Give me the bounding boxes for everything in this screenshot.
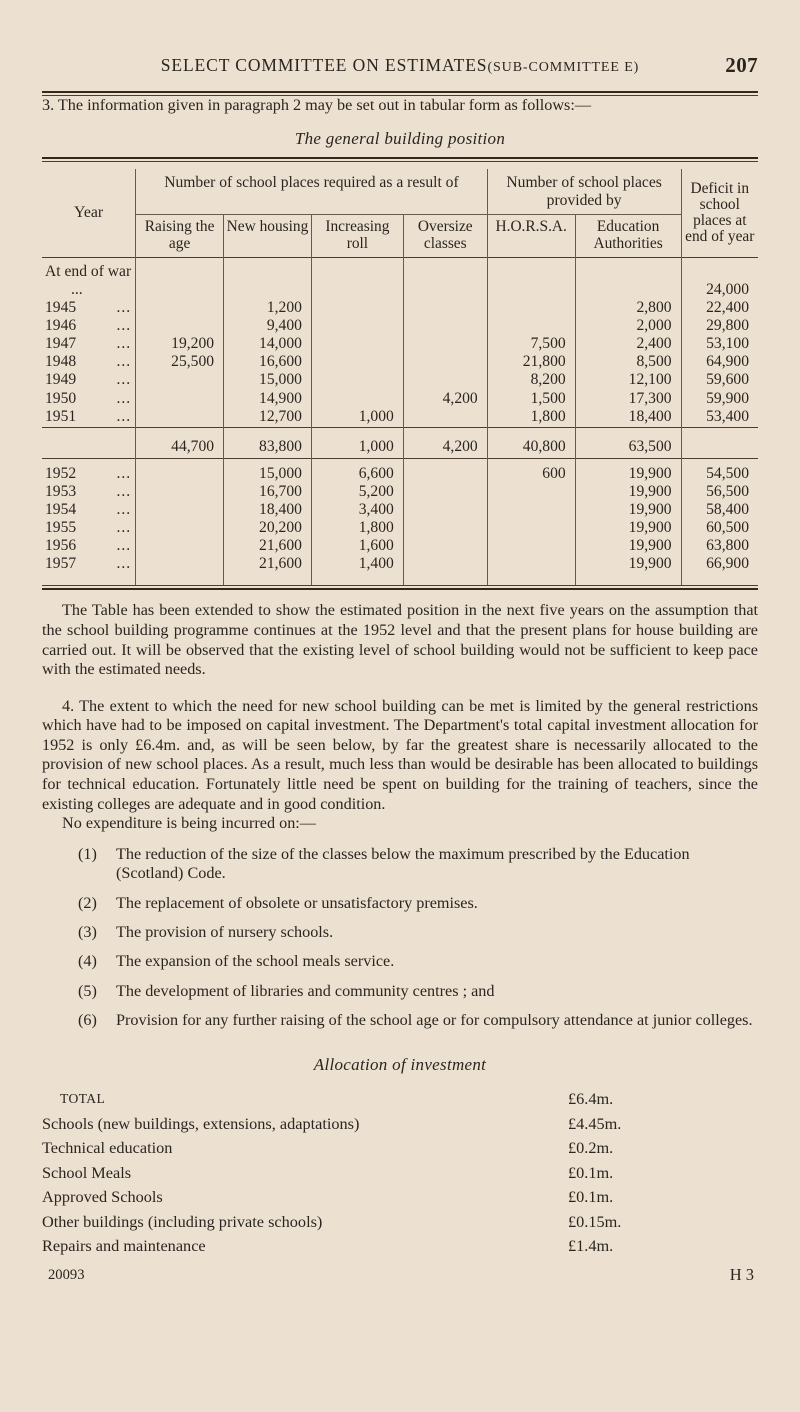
cell-deficit: [681, 264, 758, 282]
list-item-text: The development of libraries and community centres ; and: [116, 981, 495, 1000]
allocation-label: TOTAL: [60, 1091, 106, 1107]
cell-year: 1957 ...: [42, 556, 136, 574]
cell-raising: [136, 502, 224, 520]
list-item-marker: (6): [78, 1011, 97, 1030]
cell-housing: 15,000: [224, 466, 312, 484]
cell-roll: [311, 372, 403, 390]
cell-deficit: 63,800: [706, 537, 749, 555]
cell-oversize: [403, 466, 487, 484]
cell-deficit: 24,000: [706, 281, 749, 298]
cell-deficit: 59,900: [706, 389, 749, 407]
table-row: [42, 282, 758, 300]
list-item: [42, 845, 758, 884]
header-col-horsa: H.O.R.S.A.: [487, 215, 575, 258]
cell-year: 1952 ...: [42, 466, 136, 484]
cell-deficit: 56,500: [706, 482, 749, 500]
table-bottom-rule: [42, 585, 758, 590]
cell-horsa: [487, 264, 575, 282]
allocation-title: Allocation of investment: [313, 1054, 487, 1074]
header-col-raising: Raising the age: [136, 215, 224, 258]
cell-raising: [136, 264, 224, 282]
cell-raising: 25,500: [136, 354, 224, 372]
cell-horsa: [487, 502, 575, 520]
allocation-row: [42, 1234, 758, 1259]
cell-housing: [224, 264, 312, 282]
cell-horsa: 7,500: [487, 336, 575, 354]
cell-education: 19,900: [575, 484, 681, 502]
cell-housing: 20,200: [224, 520, 312, 538]
list-item-text: The replacement of obsolete or unsatisfactory premises.: [116, 893, 478, 912]
page-footer: [42, 1267, 758, 1291]
allocation-row: [42, 1111, 758, 1136]
cell-housing: 14,000: [224, 336, 312, 354]
header-group-required: Number of school places required as a result of: [136, 169, 488, 215]
allocation-row: [42, 1160, 758, 1185]
cell-education: 2,800: [575, 300, 681, 318]
table-row: [42, 300, 758, 318]
allocation-value: £0.2m.: [568, 1138, 614, 1158]
cell-raising: [136, 300, 224, 318]
cell-deficit: 60,500: [706, 519, 749, 537]
cell-year: 1951 ...: [42, 409, 136, 428]
allocation-row: [42, 1087, 758, 1112]
header-group-provided: Number of school places provided by: [487, 169, 681, 215]
cell-education: 19,900: [575, 538, 681, 556]
allocation-label: Technical education: [42, 1138, 173, 1158]
table-subheader-row: [42, 215, 758, 258]
cell-total-horsa: 40,800: [487, 435, 575, 459]
cell-horsa: [487, 318, 575, 336]
cell-horsa: 21,800: [487, 354, 575, 372]
table-totals-separator-top: [42, 427, 758, 435]
cell-roll: [311, 300, 403, 318]
general-building-position-table: [42, 169, 758, 585]
list-item-text: Provision for any further raising of the school age or for compulsory attendance at junior colleges.: [116, 1011, 753, 1030]
cell-deficit: 53,400: [706, 407, 749, 425]
paragraph-after-table: The Table has been extended to show the estimated position in the next five years on the assumption that the school building programme continues at the 1952 level and that the present plans for house building are carried out. It will be observed that the existing level of school building would not be sufficient to keep pace with the estimated needs.: [42, 601, 758, 679]
list-item-text: The reduction of the size of the classes below the maximum prescribed by the Education (Scotland) Code.: [116, 844, 690, 883]
cell-education: 8,500: [575, 354, 681, 372]
table-top-rule: [42, 157, 758, 162]
list-item-marker: (3): [78, 923, 97, 942]
header-col-new-housing: New housing: [224, 215, 312, 258]
cell-oversize: [403, 318, 487, 336]
cell-raising: [136, 466, 224, 484]
cell-deficit: 58,400: [706, 500, 749, 518]
cell-oversize: [403, 502, 487, 520]
cell-education: [575, 264, 681, 282]
allocation-value: £0.1m.: [568, 1162, 614, 1182]
cell-horsa: [487, 520, 575, 538]
cell-roll: [311, 391, 403, 409]
cell-year: 1956 ...: [42, 538, 136, 556]
table-totals-row: [42, 435, 758, 459]
cell-housing: 1,200: [224, 300, 312, 318]
cell-housing: 21,600: [224, 538, 312, 556]
cell-housing: 21,600: [224, 556, 312, 574]
list-item-marker: (5): [78, 981, 97, 1000]
table-row: [42, 409, 758, 428]
cell-education: 17,300: [575, 391, 681, 409]
cell-horsa: [487, 484, 575, 502]
cell-oversize: [403, 538, 487, 556]
table-bottom-spacer: [42, 574, 758, 585]
paragraph-4: 4. The extent to which the need for new school building can be met is limited by the general restrictions which have had to be imposed on capital investment. The Department's total capital investment allocation for 1952 is only £6.4m. and, as will be seen below, by far the greatest share is necessarily allocated to the provision of new school places. As a result, much less than would be desirable has been allocated to buildings for technical education. Fortunately little need be spent on building for the training of teachers, since the existing colleges are adequate and in good condition.: [42, 696, 758, 813]
header-group-deficit: Deficit in school places at end of year: [685, 179, 755, 246]
table-row: [42, 502, 758, 520]
cell-year: 1953 ...: [42, 484, 136, 502]
page-title-main: SELECT COMMITTEE ON ESTIMATES: [160, 55, 488, 75]
cell-total-deficit: [681, 435, 758, 459]
cell-education: 19,900: [575, 466, 681, 484]
table-row: [42, 336, 758, 354]
table-row: [42, 484, 758, 502]
cell-horsa: 600: [487, 466, 575, 484]
cell-total-education: 63,500: [575, 435, 681, 459]
allocation-value: £6.4m.: [568, 1089, 614, 1109]
cell-housing: 18,400: [224, 502, 312, 520]
allocation-value: £1.4m.: [568, 1236, 614, 1256]
header-col-increasing-roll: Increasing roll: [311, 215, 403, 258]
cell-year: [42, 435, 136, 459]
cell-housing: 9,400: [224, 318, 312, 336]
table-row: [42, 354, 758, 372]
allocation-row: [42, 1136, 758, 1161]
cell-total-housing: 83,800: [224, 435, 312, 459]
cell-raising: [136, 391, 224, 409]
cell-housing: 16,600: [224, 354, 312, 372]
cell-housing: 12,700: [224, 409, 312, 428]
cell-horsa: [487, 300, 575, 318]
numbered-list: [42, 845, 758, 1031]
cell-education: 18,400: [575, 409, 681, 428]
cell-oversize: [403, 556, 487, 574]
allocation-row: [42, 1185, 758, 1210]
table-row: [42, 391, 758, 409]
cell-roll: 1,000: [311, 409, 403, 428]
cell-roll: 3,400: [311, 502, 403, 520]
cell-year: ...: [42, 282, 136, 300]
table-caption: The general building position: [294, 129, 506, 149]
list-lead-in: No expenditure is being incurred on:—: [62, 814, 316, 833]
cell-deficit: 29,800: [706, 317, 749, 335]
allocation-label: Approved Schools: [42, 1187, 163, 1207]
footer-document-number: 20093: [48, 1267, 85, 1284]
cell-oversize: [403, 264, 487, 282]
list-item-text: The expansion of the school meals service.: [116, 952, 395, 971]
cell-oversize: [403, 354, 487, 372]
cell-housing: 16,700: [224, 484, 312, 502]
cell-total-oversize: 4,200: [403, 435, 487, 459]
cell-total-roll: 1,000: [311, 435, 403, 459]
cell-deficit: 64,900: [706, 353, 749, 371]
table-row: [42, 556, 758, 574]
cell-education: 2,400: [575, 336, 681, 354]
cell-roll: [311, 336, 403, 354]
cell-roll: [311, 318, 403, 336]
cell-raising: [136, 372, 224, 390]
cell-deficit: 59,600: [706, 371, 749, 389]
table-row: [42, 538, 758, 556]
cell-deficit: 66,900: [706, 555, 749, 573]
cell-roll: 5,200: [311, 484, 403, 502]
table-row: [42, 466, 758, 484]
page-title-paren: (SUB-COMMITTEE E): [487, 60, 640, 75]
allocation-label: School Meals: [42, 1162, 132, 1182]
list-item-marker: (1): [78, 844, 97, 863]
page-title: [42, 55, 758, 76]
cell-education: 19,900: [575, 502, 681, 520]
cell-roll: [311, 264, 403, 282]
header-col-education-authorities: Education Authorities: [575, 215, 681, 258]
cell-horsa: 1,500: [487, 391, 575, 409]
document-page: [0, 55, 800, 1412]
cell-deficit: 53,100: [706, 335, 749, 353]
cell-raising: [136, 409, 224, 428]
table-row: [42, 372, 758, 390]
cell-horsa: 8,200: [487, 372, 575, 390]
cell-year: 1949 ...: [42, 372, 136, 390]
cell-education: 19,900: [575, 556, 681, 574]
list-item: [42, 894, 758, 913]
table-row: [42, 264, 758, 282]
list-item-marker: (4): [78, 952, 97, 971]
cell-raising: [136, 484, 224, 502]
list-item-marker: (2): [78, 893, 97, 912]
table-row: [42, 318, 758, 336]
footer-signature-mark: H 3: [729, 1265, 754, 1285]
header-col-oversize-classes: Oversize classes: [403, 215, 487, 258]
cell-year: 1948 ...: [42, 354, 136, 372]
cell-oversize: [403, 372, 487, 390]
cell-year: 1946 ...: [42, 318, 136, 336]
allocation-value: £0.15m.: [568, 1211, 622, 1231]
cell-horsa: [487, 538, 575, 556]
cell-housing: 14,900: [224, 391, 312, 409]
cell-roll: 6,600: [311, 466, 403, 484]
page-content: [42, 96, 758, 1259]
cell-roll: 1,600: [311, 538, 403, 556]
cell-deficit: 54,500: [706, 464, 749, 482]
cell-horsa: 1,800: [487, 409, 575, 428]
list-item: [42, 952, 758, 971]
cell-year: 1947 ...: [42, 336, 136, 354]
running-head: [42, 55, 758, 85]
cell-year: At end of war: [42, 264, 136, 282]
cell-year: 1950 ...: [42, 391, 136, 409]
table-group-header-row: [42, 169, 758, 215]
cell-oversize: 4,200: [403, 391, 487, 409]
intro-paragraph: 3. The information given in paragraph 2 may be set out in tabular form as follows:—: [42, 95, 592, 114]
cell-housing: 15,000: [224, 372, 312, 390]
cell-education: 12,100: [575, 372, 681, 390]
cell-horsa: [487, 556, 575, 574]
cell-raising: [136, 318, 224, 336]
cell-oversize: [403, 520, 487, 538]
cell-raising: [136, 520, 224, 538]
cell-raising: [136, 556, 224, 574]
cell-roll: [311, 354, 403, 372]
allocation-label: Schools (new buildings, extensions, adaptations): [42, 1113, 360, 1133]
allocation-table: [42, 1087, 758, 1259]
allocation-value: £4.45m.: [568, 1113, 622, 1133]
cell-raising: 19,200: [136, 336, 224, 354]
cell-oversize: [403, 484, 487, 502]
cell-raising: [136, 538, 224, 556]
cell-year: 1954 ...: [42, 502, 136, 520]
allocation-row: [42, 1209, 758, 1234]
cell-total-raising: 44,700: [136, 435, 224, 459]
header-year: Year: [42, 169, 136, 257]
cell-oversize: [403, 409, 487, 428]
list-item-text: The provision of nursery schools.: [116, 923, 334, 942]
allocation-value: £0.1m.: [568, 1187, 614, 1207]
cell-roll: 1,400: [311, 556, 403, 574]
cell-education: 2,000: [575, 318, 681, 336]
allocation-label: Repairs and maintenance: [42, 1236, 206, 1256]
cell-deficit: 22,400: [706, 299, 749, 317]
list-item: [42, 923, 758, 942]
page-number: 207: [725, 53, 758, 77]
cell-oversize: [403, 300, 487, 318]
list-item: [42, 982, 758, 1001]
cell-oversize: [403, 336, 487, 354]
table-row: [42, 520, 758, 538]
allocation-label: Other buildings (including private schools): [42, 1211, 323, 1231]
list-item: [42, 1011, 758, 1030]
cell-roll: 1,800: [311, 520, 403, 538]
cell-year: 1945 ...: [42, 300, 136, 318]
cell-education: 19,900: [575, 520, 681, 538]
cell-year: 1955 ...: [42, 520, 136, 538]
